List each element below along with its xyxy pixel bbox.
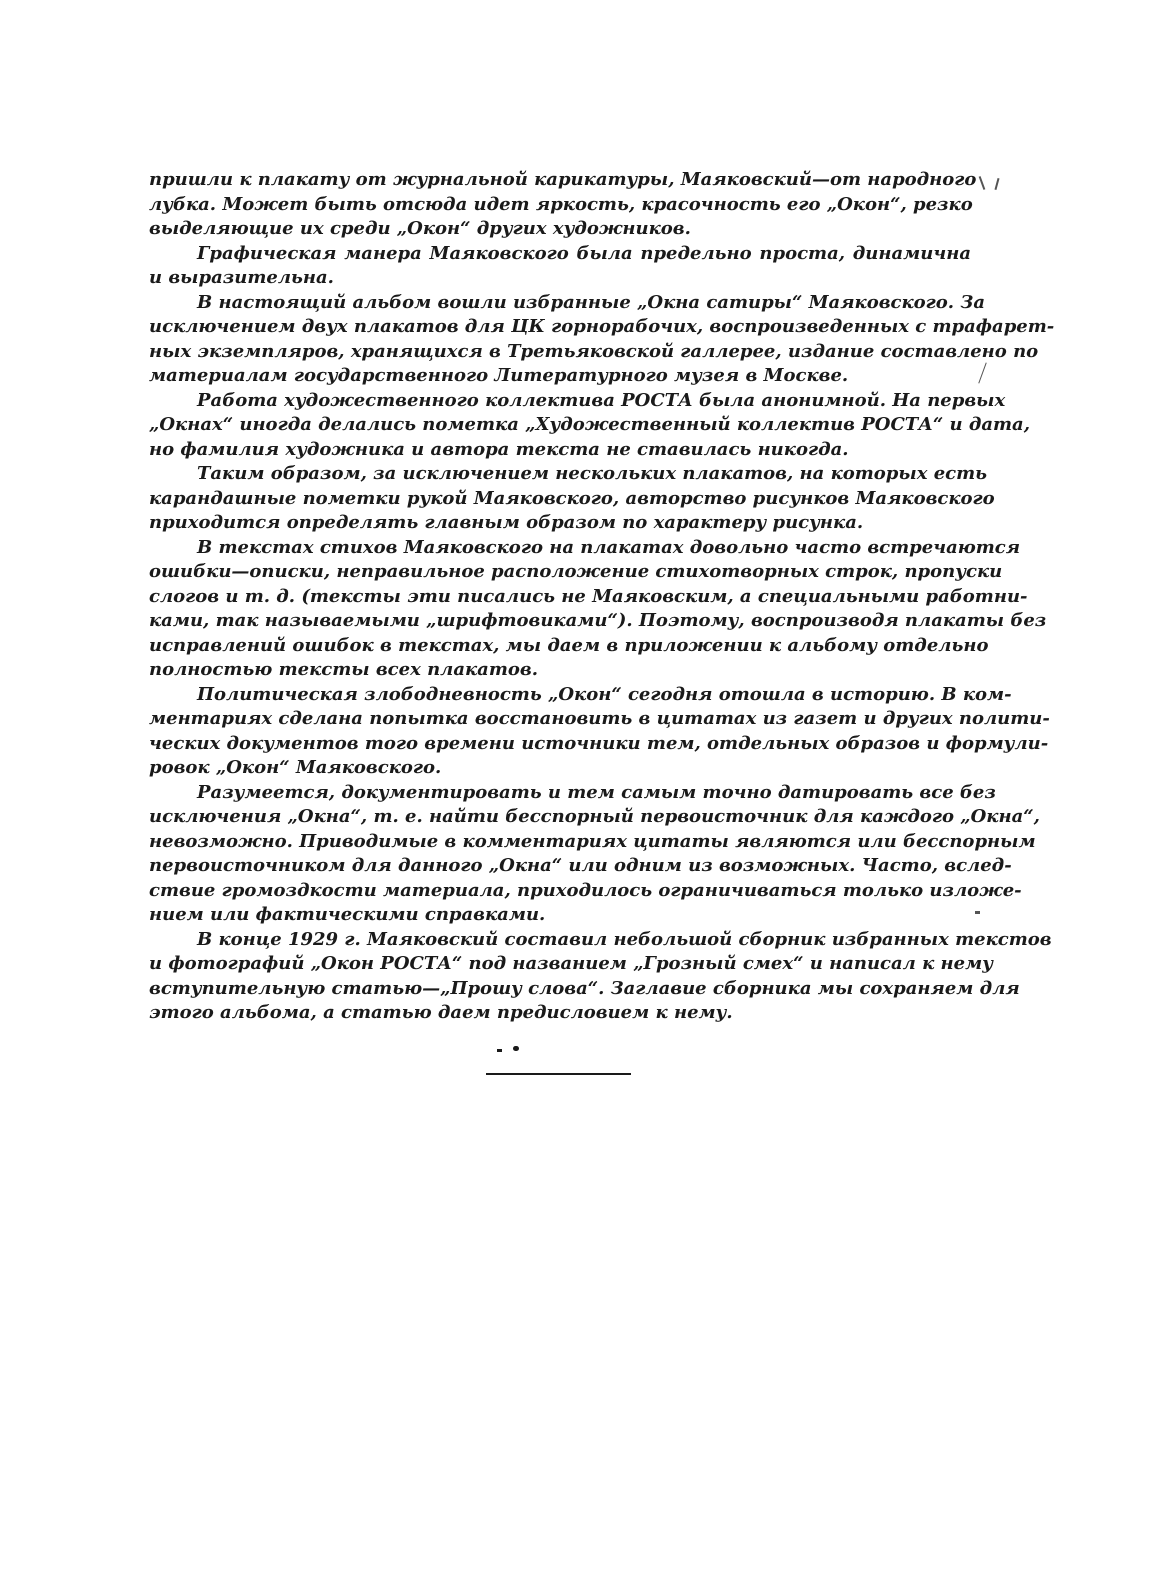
scan-speck xyxy=(975,911,980,914)
text-line: исключением двух плакатов для ЦК горнорабочих, воспроизведенных с трафарет- xyxy=(149,316,1055,337)
text-line: пришли к плакату от журнальной карикатуры, Маяковский—от народного xyxy=(149,169,977,190)
text-line: ками, так называемыми „шрифтовиками“). Поэтому, воспроизводя плакаты без xyxy=(149,610,1047,631)
text-line: ровок „Окон“ Маяковского. xyxy=(149,757,442,778)
text-line: но фамилия художника и автора текста не ставилась никогда. xyxy=(149,438,849,460)
text-line: В конце 1929 г. Маяковский составил небольшой сборник избранных текстов xyxy=(197,928,1052,950)
text-line: слогов и т. д. (тексты эти писались не Маяковским, а специальными работни- xyxy=(149,585,1028,607)
text-line: полностью тексты всех плакатов. xyxy=(149,659,538,680)
ornament-dots xyxy=(497,1044,537,1056)
text-line: ных экземпляров, хранящихся в Третьяковской галлерее, издание составлено по xyxy=(149,340,1039,362)
text-line: Таким образом, за исключением нескольких плакатов, на которых есть xyxy=(197,463,988,484)
text-line: ошибки—описки, неправильное расположение стихотворных строк, пропуски xyxy=(149,561,1003,582)
text-line: В текстах стихов Маяковского на плакатах довольно часто встречаются xyxy=(197,536,1021,558)
text-line: Графическая манера Маяковского была предельно проста, динамична xyxy=(197,242,971,264)
scan-speck xyxy=(994,178,999,190)
text-line: вступительную статью—„Прошу слова“. Заглавие сборника мы сохраняем для xyxy=(149,977,1020,999)
text-line: Политическая злободневность „Окон“ сегодня отошла в историю. В ком- xyxy=(197,683,1012,705)
text-line: ментариях сделана попытка восстановить в цитатах из газет и других полити- xyxy=(149,708,1050,729)
text-line: В настоящий альбом вошли избранные „Окна сатиры“ Маяковского. За xyxy=(197,291,985,313)
text-line: и выразительна. xyxy=(149,267,334,288)
text-line: приходится определять главным образом по характеру рисунка. xyxy=(149,512,864,533)
text-line: материалам государственного Литературного музея в Москве. xyxy=(149,365,849,386)
scan-speck xyxy=(979,176,986,190)
text-line: выделяющие их среди „Окон“ других художников. xyxy=(149,218,691,239)
text-line: и фотографий „Окон РОСТА“ под названием „Грозный смех“ и написал к нему xyxy=(149,953,993,974)
text-line: ствие громоздкости материала, приходилось ограничиваться только изложе- xyxy=(149,879,1022,901)
text-line: невозможно. Приводимые в комментариях цитаты являются или бесспорным xyxy=(149,830,1036,852)
text-line: Разумеется, документировать и тем самым точно датировать все без xyxy=(197,781,996,803)
text-line: „Окнах“ иногда делались пометка „Художественный коллектив РОСТА“ и дата, xyxy=(149,414,1030,435)
text-line: лубка. Может быть отсюда идет яркость, красочность его „Окон“, резко xyxy=(149,193,973,215)
text-line: исправлений ошибок в текстах, мы даем в приложении к альбому отдельно xyxy=(149,634,989,656)
text-line: ческих документов того времени источники тем, отдельных образов и формули- xyxy=(149,732,1049,754)
text-line: этого альбома, а статью даем предисловием к нему. xyxy=(149,1002,733,1023)
text-line: исключения „Окна“, т. е. найти бесспорный первоисточник для каждого „Окна“, xyxy=(149,806,1040,827)
text-line: первоисточником для данного „Окна“ или одним из возможных. Часто, вслед- xyxy=(149,855,1012,876)
text-line: нием или фактическими справками. xyxy=(149,904,546,925)
body-text xyxy=(149,168,1055,1026)
scan-speck xyxy=(978,362,986,383)
closing-rule xyxy=(486,1073,631,1075)
text-line: карандашные пометки рукой Маяковского, авторство рисунков Маяковского xyxy=(149,487,995,509)
text-line: Работа художественного коллектива РОСТА была анонимной. На первых xyxy=(197,389,1006,411)
